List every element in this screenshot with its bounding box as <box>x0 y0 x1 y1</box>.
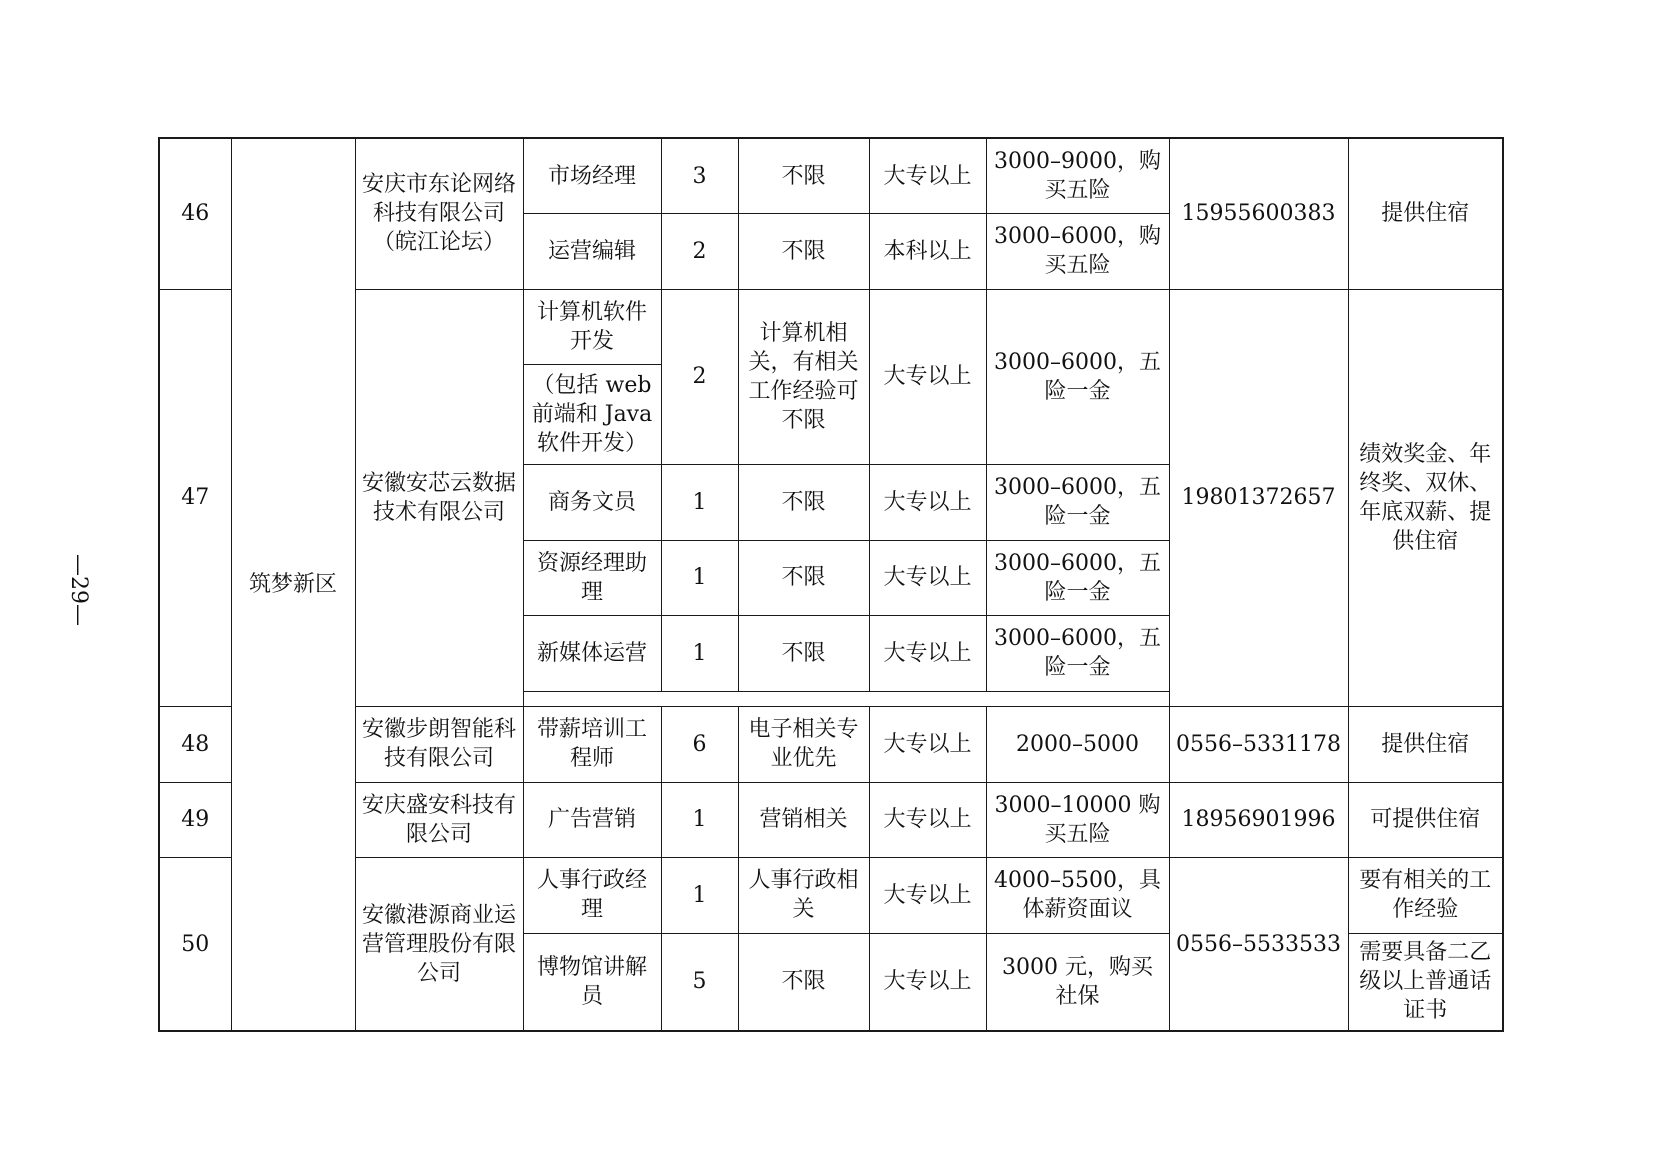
remark: 需要具备二乙级以上普通话证书 <box>1348 933 1503 1031</box>
salary-benefits: 3000–6000，五险一金 <box>986 289 1169 465</box>
company-name: 安庆市东论网络科技有限公司（皖江论坛） <box>355 138 523 289</box>
education-requirement: 大专以上 <box>869 289 986 465</box>
contact-phone: 0556–5331178 <box>1169 707 1348 783</box>
contact-phone: 18956901996 <box>1169 782 1348 858</box>
position-count: 1 <box>661 616 738 692</box>
major-requirement: 电子相关专业优先 <box>738 707 869 783</box>
major-requirement: 不限 <box>738 214 869 290</box>
major-requirement: 人事行政相关 <box>738 858 869 934</box>
education-requirement: 大专以上 <box>869 782 986 858</box>
row-number: 48 <box>159 707 231 783</box>
education-requirement: 大专以上 <box>869 138 986 214</box>
row-number: 46 <box>159 138 231 289</box>
major-requirement: 计算机相关，有相关工作经验可不限 <box>738 289 869 465</box>
company-name: 安徽安芯云数据技术有限公司 <box>355 289 523 707</box>
salary-benefits: 3000–9000，购买五险 <box>986 138 1169 214</box>
district-cell: 筑梦新区 <box>231 138 355 1031</box>
major-requirement: 不限 <box>738 465 869 541</box>
major-requirement: 不限 <box>738 138 869 214</box>
salary-benefits: 3000–6000，五险一金 <box>986 540 1169 616</box>
page-number: —29— <box>66 554 91 626</box>
major-requirement: 不限 <box>738 540 869 616</box>
position-count: 3 <box>661 138 738 214</box>
major-requirement: 营销相关 <box>738 782 869 858</box>
position-title: 商务文员 <box>523 465 661 541</box>
table-row-49 <box>159 782 1503 858</box>
salary-benefits: 3000–6000，购买五险 <box>986 214 1169 290</box>
company-name: 安徽步朗智能科技有限公司 <box>355 707 523 783</box>
remark: 提供住宿 <box>1348 138 1503 289</box>
row-number: 47 <box>159 289 231 707</box>
position-count: 1 <box>661 465 738 541</box>
company-name: 安徽港源商业运营管理股份有限公司 <box>355 858 523 1032</box>
education-requirement: 大专以上 <box>869 465 986 541</box>
position-title-detail: （包括 web 前端和 Java 软件开发） <box>523 365 661 465</box>
position-title: 带薪培训工程师 <box>523 707 661 783</box>
education-requirement: 大专以上 <box>869 540 986 616</box>
position-count: 1 <box>661 540 738 616</box>
job-listing-table <box>158 137 1504 1032</box>
contact-phone: 0556–5533533 <box>1169 858 1348 1032</box>
salary-benefits: 3000–10000 购买五险 <box>986 782 1169 858</box>
remark: 绩效奖金、年终奖、双休、年底双薪、提供住宿 <box>1348 289 1503 707</box>
major-requirement: 不限 <box>738 616 869 692</box>
remark: 要有相关的工作经验 <box>1348 858 1503 934</box>
position-title: 新媒体运营 <box>523 616 661 692</box>
contact-phone: 19801372657 <box>1169 289 1348 707</box>
position-count: 5 <box>661 933 738 1031</box>
table-row-46 <box>159 138 1503 214</box>
education-requirement: 大专以上 <box>869 858 986 934</box>
salary-benefits: 3000–6000，五险一金 <box>986 465 1169 541</box>
position-title: 市场经理 <box>523 138 661 214</box>
remark: 可提供住宿 <box>1348 782 1503 858</box>
education-requirement: 大专以上 <box>869 616 986 692</box>
position-count: 2 <box>661 289 738 465</box>
remark: 提供住宿 <box>1348 707 1503 783</box>
education-requirement: 本科以上 <box>869 214 986 290</box>
position-title: 人事行政经理 <box>523 858 661 934</box>
company-name: 安庆盛安科技有限公司 <box>355 782 523 858</box>
row-number: 49 <box>159 782 231 858</box>
salary-benefits: 3000 元，购买社保 <box>986 933 1169 1031</box>
contact-phone: 15955600383 <box>1169 138 1348 289</box>
position-title: 广告营销 <box>523 782 661 858</box>
table-row-48 <box>159 707 1503 783</box>
position-count: 1 <box>661 782 738 858</box>
salary-benefits: 4000–5500，具体薪资面议 <box>986 858 1169 934</box>
salary-benefits: 3000–6000，五险一金 <box>986 616 1169 692</box>
position-title: 博物馆讲解员 <box>523 933 661 1031</box>
salary-benefits: 2000–5000 <box>986 707 1169 783</box>
position-count: 6 <box>661 707 738 783</box>
table-row-47 <box>159 289 1503 365</box>
row-number: 50 <box>159 858 231 1032</box>
position-title: 运营编辑 <box>523 214 661 290</box>
education-requirement: 大专以上 <box>869 933 986 1031</box>
education-requirement: 大专以上 <box>869 707 986 783</box>
table-row-50 <box>159 858 1503 934</box>
major-requirement: 不限 <box>738 933 869 1031</box>
position-title: 资源经理助理 <box>523 540 661 616</box>
position-count: 1 <box>661 858 738 934</box>
position-count: 2 <box>661 214 738 290</box>
position-title: 计算机软件开发 <box>523 289 661 365</box>
